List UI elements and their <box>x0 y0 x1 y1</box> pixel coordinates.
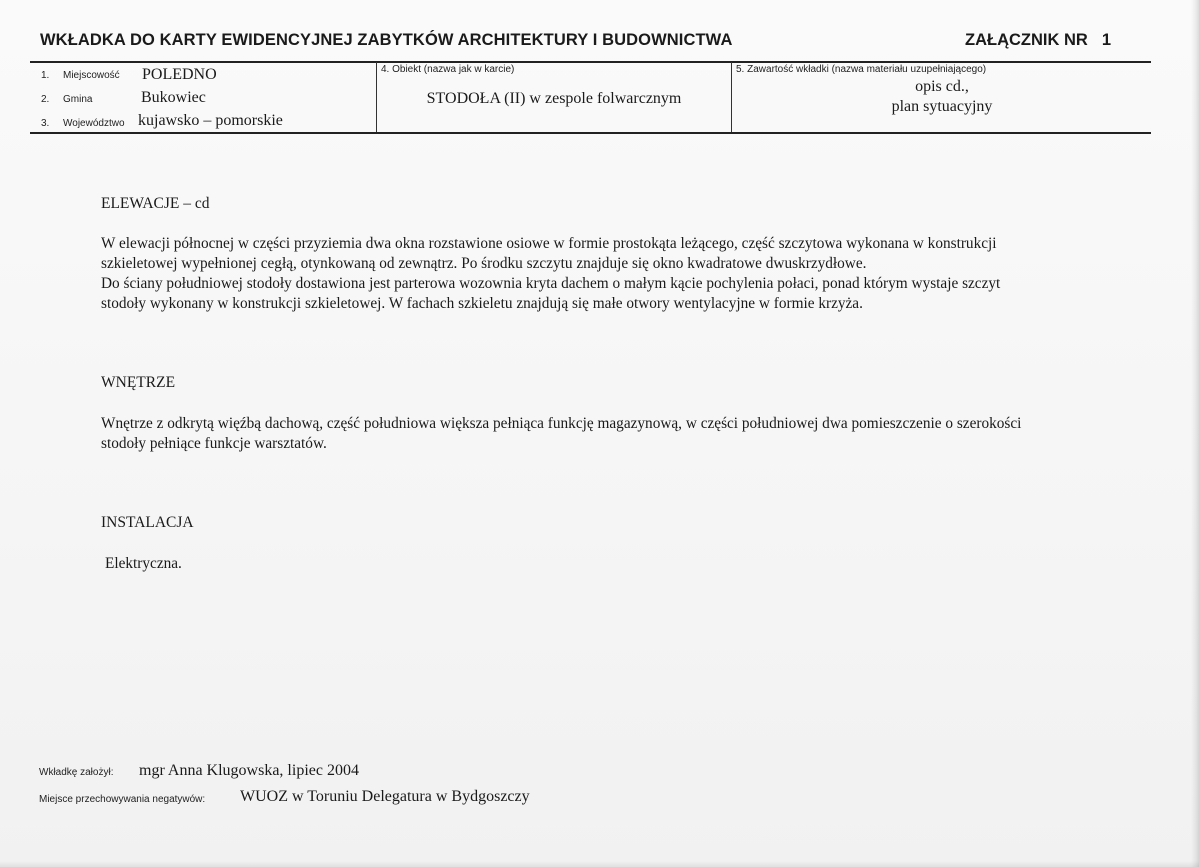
contents-label: 5. Zawartość wkładki (nazwa materiału uzupełniającego) <box>736 64 987 75</box>
elevations-line-4: stodoły wykonany w konstrukcji szkieletowej. W fachach szkieletu znajdują się małe otwory wentylacyjne w formie krzyża. <box>101 295 863 312</box>
negatives-storage-value: WUOZ w Toruniu Delegatura w Bydgoszczy <box>240 788 530 805</box>
scan-edge-shadow-right <box>1191 0 1199 867</box>
commune-value: Bukowiec <box>141 89 206 106</box>
installation-text: Elektryczna. <box>105 555 182 572</box>
interior-line-2: stodoły pełniące funkcje warsztatów. <box>101 435 327 452</box>
voivodeship-value: kujawsko – pomorskie <box>138 112 283 129</box>
object-value: STODOŁA (II) w zespole folwarcznym <box>426 90 682 107</box>
object-label: 4. Obiekt (nazwa jak w karcie) <box>381 64 515 75</box>
interior-heading: WNĘTRZE <box>101 374 176 391</box>
installation-heading: INSTALACJA <box>101 514 194 531</box>
elevations-heading: ELEWACJE – cd <box>101 195 210 212</box>
contents-line-2: plan sytuacyjny <box>891 98 993 115</box>
prepared-by-value: mgr Anna Klugowska, lipiec 2004 <box>139 762 359 779</box>
document-title: WKŁADKA DO KARTY EWIDENCYJNEJ ZABYTKÓW ARCHITEKTURY I BUDOWNICTWA <box>40 31 733 49</box>
annex-label <box>965 31 1111 50</box>
form-top-rule <box>30 61 1151 63</box>
locality-value: POLEDNO <box>142 66 217 83</box>
locality-number: 1. <box>41 70 50 81</box>
voivodeship-number: 3. <box>41 118 50 129</box>
elevations-line-3: Do ściany południowej stodoły dostawiona jest parterowa wozownia kryta dachem o małym kącie pochylenia połaci, ponad którym wystaje szczyt <box>101 275 1001 292</box>
contents-line-1: opis cd., <box>915 78 969 95</box>
elevations-line-1: W elewacji północnej w części przyziemia dwa okna rozstawione osiowe w formie prostokąta leżącego, część szczytowa wykonana w konstrukcji <box>101 235 997 252</box>
annex-label-text: ZAŁĄCZNIK NR <box>965 31 1088 49</box>
form-divider-2 <box>731 62 732 132</box>
form-bottom-rule <box>30 132 1151 134</box>
annex-number: 1 <box>1101 31 1112 49</box>
prepared-by-label: Wkładkę założył: <box>39 767 114 778</box>
interior-line-1: Wnętrze z odkrytą więźbą dachową, część południowa większa pełniąca funkcję magazynową, w części południowej dwa pomieszczenie o szerokości <box>101 415 1022 432</box>
elevations-line-2: szkieletowej wypełnionej cegłą, otynkowaną od zewnątrz. Po środku szczytu znajduje się okno kwadratowe dwuskrzydłowe. <box>101 255 867 272</box>
commune-label: Gmina <box>63 94 93 105</box>
negatives-storage-label: Miejsce przechowywania negatywów: <box>39 794 206 805</box>
locality-label: Miejscowość <box>63 70 120 81</box>
voivodeship-label: Województwo <box>63 118 125 129</box>
scan-edge-shadow-bottom <box>0 861 1199 867</box>
commune-number: 2. <box>41 94 50 105</box>
